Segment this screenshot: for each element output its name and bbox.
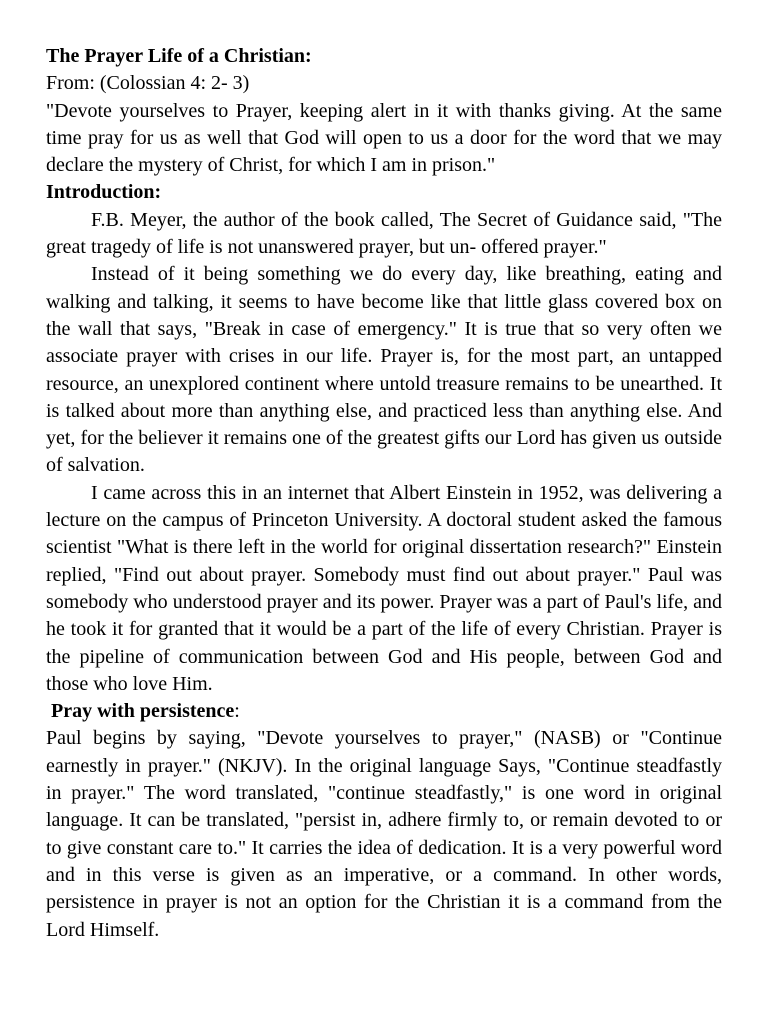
persistence-paragraph: Paul begins by saying, "Devote yourselves to prayer," (NASB) or "Continue earnestly in prayer." (NKJV). In the original language Says, "Continue steadfastly in prayer." The word translated, "continue steadfastly," is one word in original language. It can be translated, "persist in, adhere firmly to, or remain devoted to or to give constant care to." It carries the idea of dedication. It is a very powerful word and in this verse is given as an imperative, or a command. In other words, persistence in prayer is not an option for the Christian it is a command from the Lord Himself. [46,727,722,941]
document-page [46,43,722,944]
persistence-heading-colon: : [234,700,240,723]
introduction-heading: Introduction: [46,181,162,204]
document-title: The Prayer Life of a Christian: [46,45,312,67]
introduction-paragraph-3: I came across this in an internet that Albert Einstein in 1952, was delivering a lecture on the campus of Princeton University. A doctoral student asked the famous scientist "What is there left in the world for original dissertation research?" Einstein replied, "Find out about prayer. Somebody must find out about prayer." Paul was somebody who understood prayer and its power. Prayer was a part of Paul's life, and he took it for granted that it would be a part of the life of every Christian. Prayer is the pipeline of communication between God and His people, between God and those who love Him. [46,481,722,695]
introduction-paragraph-2: Instead of it being something we do every day, like breathing, eating and walking and talking, it seems to have become like that little glass covered box on the wall that says, "Break in case of emergency." It is true that so very often we associate prayer with crises in our life. Prayer is, for the most part, an untapped resource, an unexplored continent where untold treasure remains to be unearthed. It is talked about more than anything else, and practiced less than anything else. And yet, for the believer it remains one of the greatest gifts our Lord has given us outside of salvation. [46,263,722,477]
introduction-paragraph-1: F.B. Meyer, the author of the book called, The Secret of Guidance said, "The great tragedy of life is not unanswered prayer, but un- offered prayer." [46,208,722,259]
scripture-quote: "Devote yourselves to Prayer, keeping alert in it with thanks giving. At the same time pray for us as well that God will open to us a door for the word that we may declare the mystery of Christ, for which I am in prison." [46,99,722,177]
persistence-heading: Pray with persistence [51,700,235,723]
scripture-reference: From: (Colossian 4: 2- 3) [46,72,250,95]
persistence-heading-row [46,698,722,725]
